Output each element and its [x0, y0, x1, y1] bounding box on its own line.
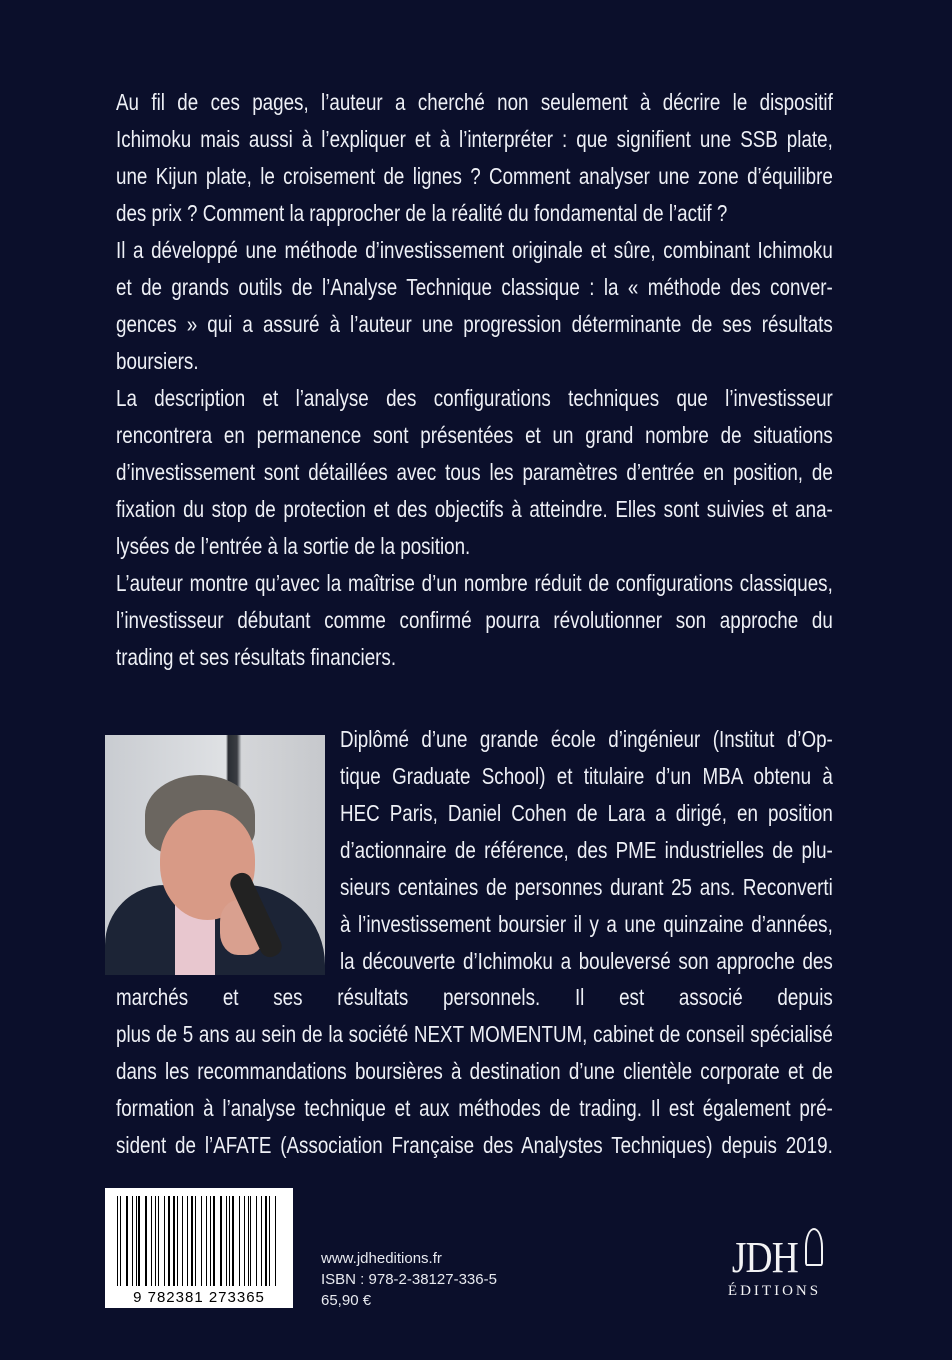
text-line: dans les recommandations boursières à destination d’une clientèle corporate et de: [116, 1058, 833, 1084]
back-cover-summary: [116, 84, 833, 676]
barcode-bar: [120, 1196, 121, 1286]
barcode-bar: [138, 1196, 139, 1286]
text-line: et de grands outils de l’Analyse Technique classique : la « méthode des conver-: [116, 274, 833, 300]
barcode-bar: [244, 1196, 245, 1286]
text-line: boursiers.: [116, 348, 199, 374]
barcode-bar: [269, 1196, 270, 1286]
barcode-bar: [155, 1196, 156, 1286]
barcode-bar: [168, 1196, 170, 1286]
barcode-bar: [173, 1196, 174, 1286]
publisher-website: www.jdheditions.fr: [321, 1250, 442, 1267]
text-line: marchés et ses résultats personnels. Il est associé depuis: [116, 984, 833, 1010]
barcode-bar: [201, 1196, 202, 1286]
text-line: formation à l’analyse technique et aux méthodes de trading. Il est également pré-: [116, 1095, 833, 1121]
pen-nib-icon: [805, 1228, 823, 1266]
text-line: d’investissement sont détaillées avec tous les paramètres d’entrée en position, de: [116, 459, 833, 485]
text-line: La description et l’analyse des configurations techniques que l’investisseur: [116, 385, 833, 411]
barcode-bar: [132, 1196, 133, 1286]
text-line: l’investisseur débutant comme confirmé pourra révolutionner son approche du: [116, 607, 833, 633]
barcode-bar: [151, 1196, 152, 1286]
text-line: plus de 5 ans au sein de la société NEXT MOMENTUM, cabinet de conseil spécialisé: [116, 1021, 833, 1047]
text-line: fixation du stop de protection et des objectifs à atteindre. Elles sont suivies et ana-: [116, 496, 833, 522]
text-line: HEC Paris, Daniel Cohen de Lara a dirigé, en position: [340, 800, 833, 826]
author-bio-beside-photo: [340, 721, 833, 980]
barcode-bar: [256, 1196, 257, 1286]
text-line: sieurs centaines de personnes durant 25 ans. Reconverti: [340, 874, 833, 900]
text-line: Ichimoku mais aussi à l’expliquer et à l’interpréter : que signifient une SSB plate,: [116, 126, 833, 152]
text-line: à l’investissement boursier il y a une quinzaine d’années,: [340, 911, 833, 937]
text-line: des prix ? Comment la rapprocher de la réalité du fondamental de l’actif ?: [116, 200, 728, 226]
barcode-bar: [275, 1196, 276, 1286]
barcode-bar: [206, 1196, 207, 1286]
text-line: gences » qui a assuré à l’auteur une progression déterminante de ses résultats: [116, 311, 833, 337]
text-line: Diplômé d’une grande école d’ingénieur (Institut d’Op-: [340, 726, 833, 752]
barcode-bar: [164, 1196, 165, 1286]
price: 65,90 €: [321, 1292, 372, 1309]
barcode-bar: [220, 1196, 221, 1286]
barcode-bar: [136, 1196, 137, 1286]
barcode-bar: [229, 1196, 230, 1286]
barcode-bar: [145, 1196, 148, 1286]
publisher-logo: [712, 1228, 837, 1300]
barcode-bar: [210, 1196, 211, 1286]
author-bio-continued: [116, 979, 833, 1164]
barcode-bar: [158, 1196, 159, 1286]
text-line: tique Graduate School) et titulaire d’un MBA obtenu à: [340, 763, 833, 789]
logo-subtitle: ÉDITIONS: [727, 1283, 822, 1299]
barcode-bar: [226, 1196, 227, 1286]
barcode-bar: [187, 1196, 188, 1286]
barcode-bar: [177, 1196, 178, 1286]
text-line: une Kijun plate, le croisement de lignes ? Comment analyser une zone d’équilibre: [116, 163, 833, 189]
text-line: la découverte d’Ichimoku a bouleversé son approche des: [340, 948, 833, 974]
isbn-barcode: [105, 1188, 293, 1308]
text-line: L’auteur montre qu’avec la maîtrise d’un nombre réduit de configurations classiques,: [116, 570, 833, 596]
logo-name: JDH: [731, 1233, 798, 1282]
barcode-bar: [213, 1196, 216, 1286]
barcode-bar: [117, 1196, 118, 1286]
publisher-info: [321, 1248, 497, 1311]
text-line: sident de l’AFATE (Association Française des Analystes Techniques) depuis 2019.: [116, 1132, 833, 1158]
text-line: d’actionnaire de référence, des PME industrielles de plu-: [340, 837, 833, 863]
author-photo: [105, 735, 325, 975]
barcode-bar: [126, 1196, 128, 1286]
barcode-bar: [239, 1196, 240, 1286]
text-line: Il a développé une méthode d’investissement originale et sûre, combinant Ichimoku: [116, 237, 833, 263]
isbn-text: ISBN : 978-2-38127-336-5: [321, 1271, 497, 1288]
barcode-bars: [117, 1196, 279, 1286]
barcode-bar: [250, 1196, 251, 1286]
barcode-bar: [182, 1196, 183, 1286]
barcode-bar: [232, 1196, 234, 1286]
barcode-bar: [191, 1196, 193, 1286]
text-line: rencontrera en permanence sont présentées et un grand nombre de situations: [116, 422, 833, 448]
barcode-bar: [265, 1196, 267, 1286]
barcode-bar: [261, 1196, 262, 1286]
text-line: lysées de l’entrée à la sortie de la position.: [116, 533, 471, 559]
barcode-bar: [195, 1196, 196, 1286]
text-line: Au fil de ces pages, l’auteur a cherché non seulement à décrire le dispositif: [116, 89, 833, 115]
text-line: trading et ses résultats financiers.: [116, 644, 397, 670]
barcode-digits: 9 782381 273365: [133, 1289, 265, 1306]
barcode-bar: [248, 1196, 249, 1286]
